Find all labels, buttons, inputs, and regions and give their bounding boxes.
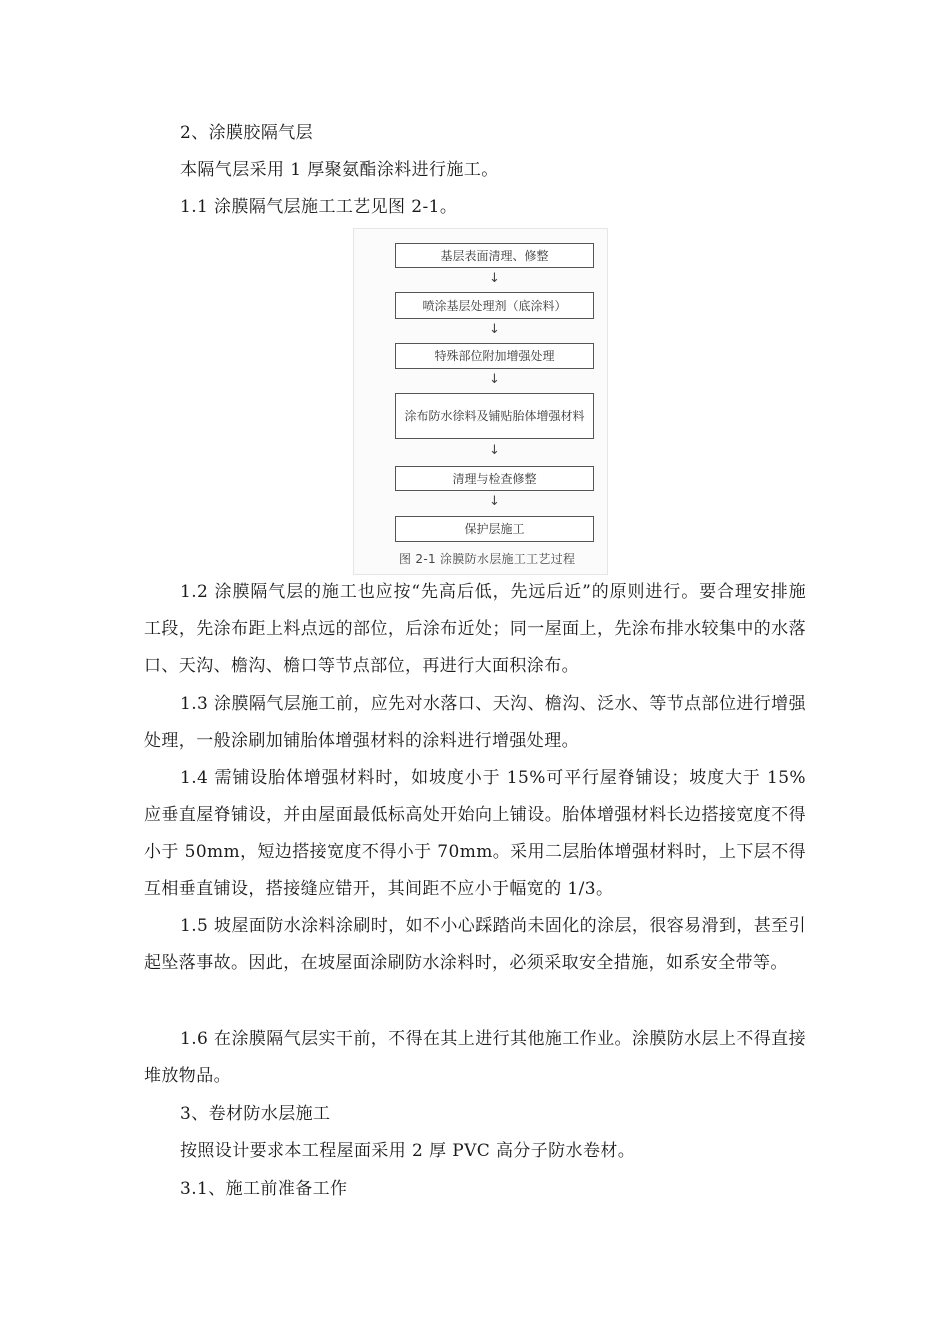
intro-text: 本隔气层采用 1 厚聚氨酯涂料进行施工。 [180, 160, 499, 180]
section-heading-membrane-waterproofing: 3、卷材防水层施工 [180, 1104, 331, 1124]
flow-step-3: 特殊部位附加增强处理 [395, 343, 594, 369]
flow-arrow-down-icon: ↓ [489, 494, 500, 509]
process-flowchart-figure [353, 228, 608, 575]
flow-step-2: 喷涂基层处理剂（底涂料） [395, 292, 594, 319]
paragraph-1-2: 1.2 涂膜隔气层的施工也应按“先高后低，先远后近”的原则进行。要合理安排施工段，先涂布距上料点远的部位，后涂布近处；同一屋面上，先涂布排水较集中的水落口、天沟、檐沟、檐口等节点部位，再进行大面积涂布。 [144, 582, 806, 676]
paragraph-1-5: 1.5 坡屋面防水涂料涂刷时，如不小心踩踏尚未固化的涂层，很容易滑到，甚至引起坠落事故。因此，在坡屋面涂刷防水涂料时，必须采取安全措施，如系安全带等。 [144, 916, 806, 973]
flow-step-5: 清理与检查修整 [395, 466, 594, 491]
paragraph-1-6: 1.6 在涂膜隔气层实干前，不得在其上进行其他施工作业。涂膜防水层上不得直接堆放物品。 [144, 1029, 806, 1086]
flow-step-6: 保护层施工 [395, 516, 594, 542]
flow-step-4: 涂布防水徐料及铺贴胎体增强材料 [395, 393, 594, 439]
flow-arrow-down-icon: ↓ [489, 271, 500, 286]
figure-caption: 图 2-1 涂膜防水层施工工艺过程 [399, 552, 576, 566]
paragraph-1-3: 1.3 涂膜隔气层施工前，应先对水落口、天沟、檐沟、泛水、等节点部位进行增强处理，一般涂刷加铺胎体增强材料的涂料进行增强处理。 [144, 694, 806, 751]
paragraph-1-4: 1.4 需铺设胎体增强材料时，如坡度小于 15%可平行屋脊铺设；坡度大于 15%应垂直屋脊铺设，并由屋面最低标高处开始向上铺设。胎体增强材料长边搭接宽度不得小于 50mm，短边搭接宽度不得小于 70mm。采用二层胎体增强材料时，上下层不得互相垂直铺设，搭接缝应错开，其间距不应小于幅宽的 1/3。 [144, 768, 806, 899]
flow-arrow-down-icon: ↓ [489, 372, 500, 387]
flow-arrow-down-icon: ↓ [489, 443, 500, 458]
subsection-3-1: 3.1、施工前准备工作 [180, 1179, 348, 1199]
paragraph-3: 按照设计要求本工程屋面采用 2 厚 PVC 高分子防水卷材。 [180, 1141, 636, 1161]
section-heading-coating-vapor-barrier: 2、涂膜胶隔气层 [180, 123, 314, 143]
subsection-1-1: 1.1 涂膜隔气层施工工艺见图 2-1。 [180, 197, 458, 217]
flow-step-1: 基层表面清理、修整 [395, 243, 594, 268]
flow-arrow-down-icon: ↓ [489, 322, 500, 337]
